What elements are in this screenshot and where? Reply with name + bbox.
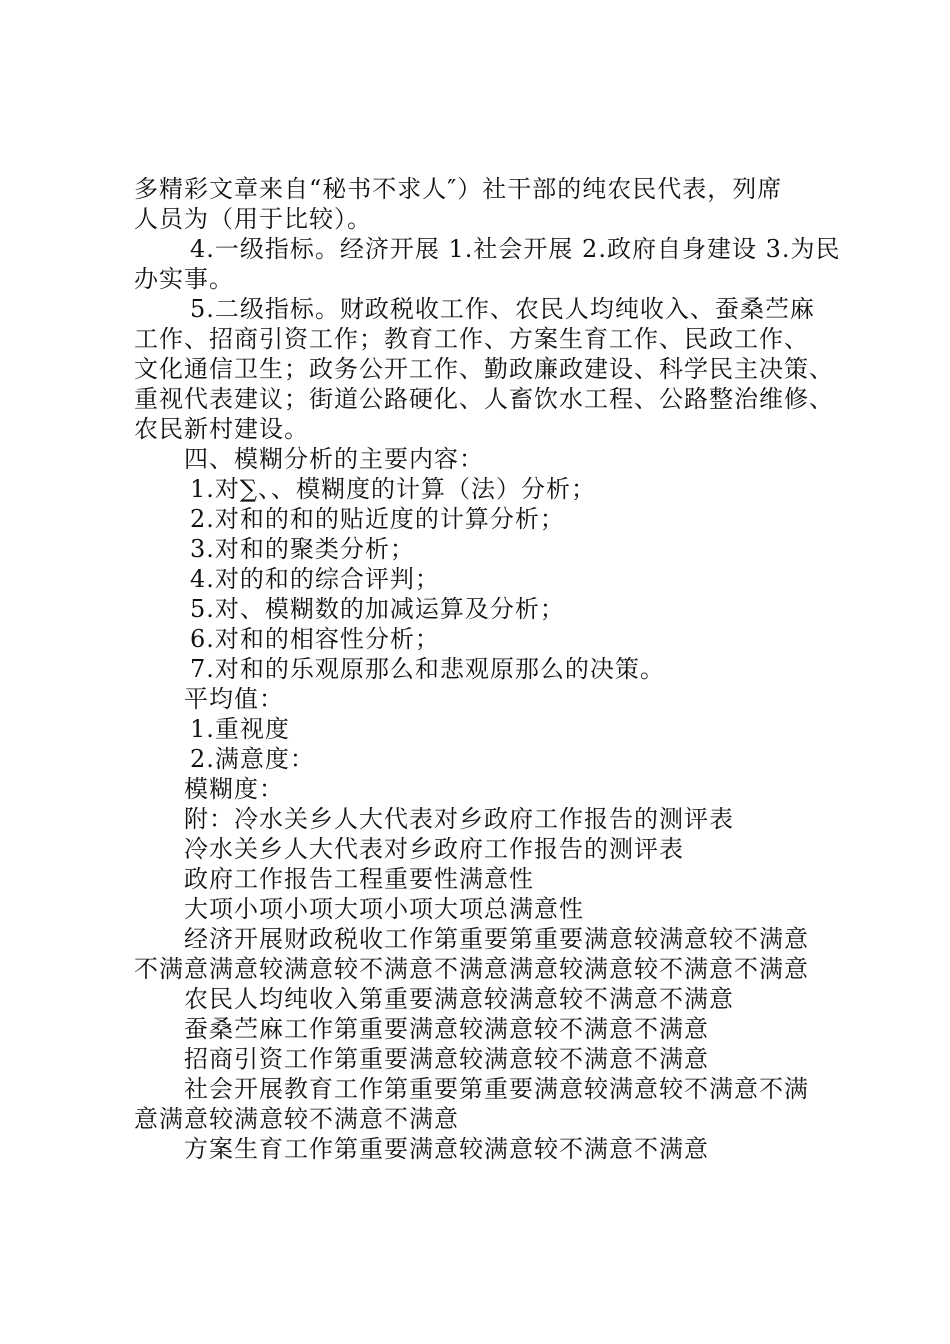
list-item: 1.重视度: [190, 715, 290, 743]
table-header-row: 大项小项小项大项小项大项总满意性: [184, 895, 584, 923]
text-line: 人员为（用于比较）。: [134, 205, 372, 233]
text-line: 4.一级指标。经济开展 1.社会开展 2.政府自身建设 3.为民: [190, 235, 841, 263]
list-item: 7.对和的乐观原那么和悲观原那么的决策。: [190, 655, 665, 683]
list-item: 2.满意度：: [190, 745, 315, 773]
table-row: 意满意较满意较不满意不满意: [134, 1105, 459, 1133]
list-item: 5.对、模糊数的加减运算及分析；: [190, 595, 565, 623]
list-item: 2.对和的和的贴近度的计算分析；: [190, 505, 565, 533]
section-heading: 四、模糊分析的主要内容：: [184, 445, 484, 473]
text-line: 工作、招商引资工作；教育工作、方案生育工作、民政工作、: [134, 325, 809, 353]
table-row: 经济开展财政税收工作第重要第重要满意较满意较不满意: [184, 925, 809, 953]
text-line: 办实事。: [134, 265, 234, 293]
table-row: 社会开展教育工作第重要第重要满意较满意较不满意不满: [184, 1075, 809, 1103]
list-item: 4.对的和的综合评判；: [190, 565, 440, 593]
table-row: 招商引资工作第重要满意较满意较不满意不满意: [184, 1045, 709, 1073]
text-line: 文化通信卫生；政务公开工作、勤政廉政建设、科学民主决策、: [134, 355, 834, 383]
text-line: 5.二级指标。财政税收工作、农民人均纯收入、蚕桑苎麻: [190, 295, 815, 323]
text-line: 重视代表建议；街道公路硬化、人畜饮水工程、公路整治维修、: [134, 385, 834, 413]
table-row: 蚕桑苎麻工作第重要满意较满意较不满意不满意: [184, 1015, 709, 1043]
list-item: 6.对和的相容性分析；: [190, 625, 440, 653]
table-row: 方案生育工作第重要满意较满意较不满意不满意: [184, 1135, 709, 1163]
list-item: 1.对∑、、模糊度的计算（法）分析；: [190, 475, 597, 503]
list-item: 3.对和的聚类分析；: [190, 535, 415, 563]
text-line: 平均值：: [184, 685, 284, 713]
text-line: 农民新村建设。: [134, 415, 309, 443]
table-header-row: 政府工作报告工程重要性满意性: [184, 865, 534, 893]
table-row: 不满意满意较满意较不满意不满意满意较满意较不满意不满意: [134, 955, 809, 983]
table-title: 冷水关乡人大代表对乡政府工作报告的测评表: [184, 835, 684, 863]
text-line: 模糊度：: [184, 775, 284, 803]
table-row: 农民人均纯收入第重要满意较满意较不满意不满意: [184, 985, 734, 1013]
document-page: [134, 174, 841, 1164]
appendix-title: 附：冷水关乡人大代表对乡政府工作报告的测评表: [184, 805, 734, 833]
text-line: 多精彩文章来自“秘书不求人″）社干部的纯农民代表，列席: [134, 175, 783, 203]
